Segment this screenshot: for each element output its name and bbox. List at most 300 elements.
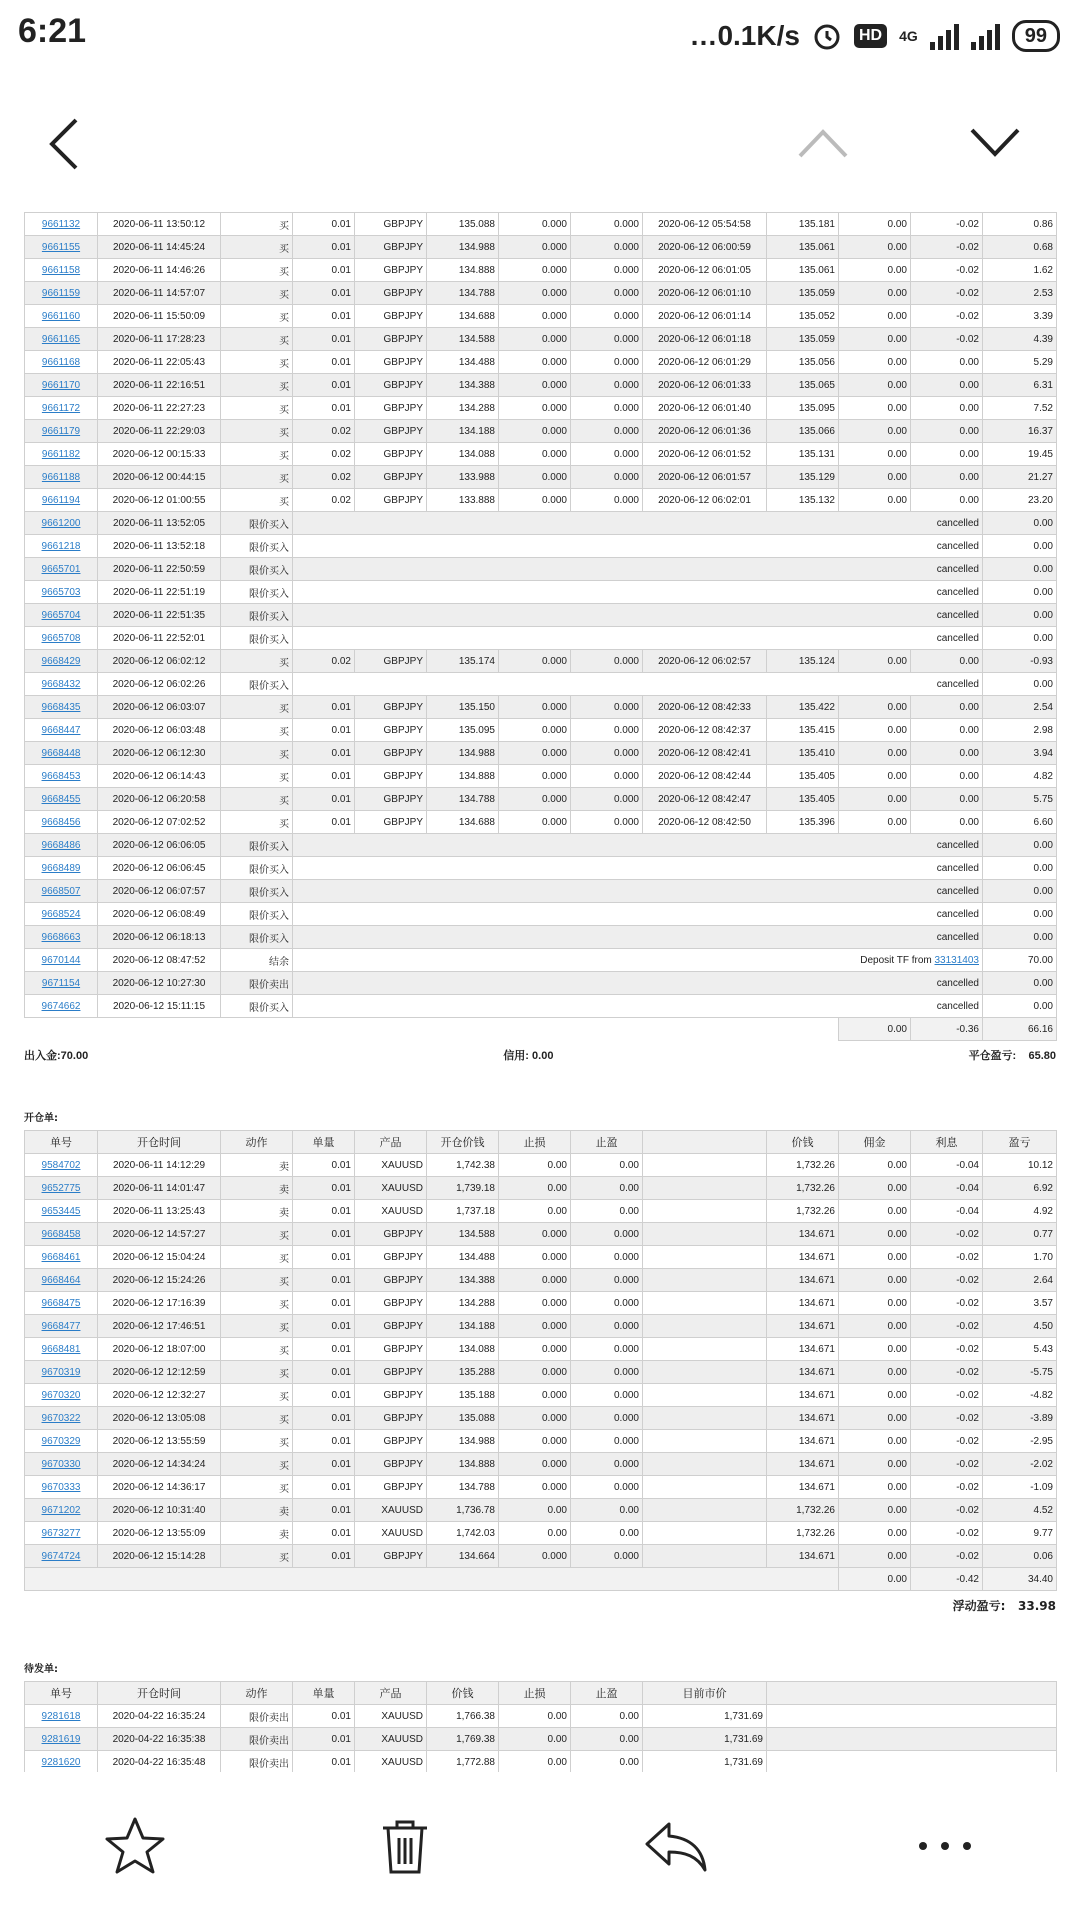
ticket-cell <box>25 811 98 834</box>
ticket-cell <box>25 1728 98 1751</box>
close-price-cell: 135.061 <box>767 259 839 282</box>
ticket-link[interactable]: 9665701 <box>41 563 81 575</box>
close-time-cell: 2020-06-12 06:01:29 <box>643 351 767 374</box>
ticket-cell <box>25 650 98 673</box>
table-row <box>25 650 1057 673</box>
ticket-link[interactable]: 9668475 <box>41 1297 81 1309</box>
column-header: 单量 <box>293 1682 355 1705</box>
table-row <box>25 1545 1057 1568</box>
ticket-link[interactable]: 9652775 <box>41 1182 81 1194</box>
ticket-link[interactable]: 9668435 <box>41 701 81 713</box>
volume-cell: 0.01 <box>293 1315 355 1338</box>
commission-cell: 0.00 <box>839 1292 911 1315</box>
profit-cell: 0.00 <box>983 995 1057 1018</box>
column-header: 动作 <box>221 1682 293 1705</box>
profit-cell: 6.92 <box>983 1177 1057 1200</box>
ticket-link[interactable]: 9281620 <box>41 1756 81 1768</box>
close-time-cell: 2020-06-12 06:01:57 <box>643 466 767 489</box>
ticket-link[interactable]: 9668448 <box>41 747 81 759</box>
price-cell: 1,769.38 <box>427 1728 499 1751</box>
table-row <box>25 1361 1057 1384</box>
open-price-cell: 1,737.18 <box>427 1200 499 1223</box>
swap-cell: 0.00 <box>911 489 983 512</box>
commission-cell: 0.00 <box>839 1338 911 1361</box>
action-cell: 限价买入 <box>221 512 293 535</box>
close-time-cell: 2020-06-12 08:42:33 <box>643 696 767 719</box>
table-row <box>25 673 1057 696</box>
ticket-cell <box>25 1177 98 1200</box>
account-link[interactable]: 33131403 <box>934 954 979 966</box>
blank-cell <box>643 1522 767 1545</box>
profit-cell: 0.00 <box>983 972 1057 995</box>
ticket-link[interactable]: 9668429 <box>41 655 81 667</box>
open-time-cell: 2020-06-12 08:47:52 <box>98 949 221 972</box>
action-cell: 买 <box>221 1430 293 1453</box>
sl-cell: 0.000 <box>499 742 571 765</box>
profit-cell: 0.00 <box>983 903 1057 926</box>
commission-cell: 0.00 <box>839 788 911 811</box>
volume-cell: 0.01 <box>293 1407 355 1430</box>
action-cell: 买 <box>221 788 293 811</box>
volume-cell: 0.01 <box>293 1453 355 1476</box>
volume-cell: 0.01 <box>293 1338 355 1361</box>
action-cell: 买 <box>221 282 293 305</box>
ticket-cell <box>25 1476 98 1499</box>
price-cell: 134.671 <box>767 1430 839 1453</box>
open-price-cell: 134.988 <box>427 1430 499 1453</box>
delete-button[interactable] <box>355 1796 455 1896</box>
status-cell: cancelled <box>293 972 983 995</box>
swap-cell: -0.02 <box>911 1430 983 1453</box>
sl-cell: 0.00 <box>499 1177 571 1200</box>
tp-cell: 0.00 <box>571 1705 643 1728</box>
ticket-link[interactable]: 9661194 <box>41 494 81 506</box>
table-row <box>25 1476 1057 1499</box>
swap-cell: 0.00 <box>911 696 983 719</box>
ticket-link[interactable]: 9661168 <box>41 356 81 368</box>
symbol-cell: XAUUSD <box>355 1705 427 1728</box>
close-price-cell: 135.124 <box>767 650 839 673</box>
sl-cell: 0.000 <box>499 374 571 397</box>
column-header: 动作 <box>221 1131 293 1154</box>
tp-cell: 0.000 <box>571 1246 643 1269</box>
total-profit: 34.40 <box>983 1568 1057 1591</box>
ticket-link[interactable]: 9665703 <box>41 586 81 598</box>
tp-cell: 0.00 <box>571 1499 643 1522</box>
open-time-cell: 2020-06-11 13:52:18 <box>98 535 221 558</box>
document-view[interactable] <box>0 212 1080 1772</box>
ticket-cell <box>25 742 98 765</box>
close-price-cell: 135.410 <box>767 742 839 765</box>
close-price-cell: 135.059 <box>767 282 839 305</box>
status-cell: cancelled <box>293 581 983 604</box>
ticket-link[interactable]: 9661158 <box>41 264 81 276</box>
ticket-link[interactable]: 9661188 <box>41 471 81 483</box>
sl-cell: 0.000 <box>499 305 571 328</box>
ticket-link[interactable]: 9661160 <box>41 310 81 322</box>
ticket-link[interactable]: 9653445 <box>41 1205 81 1217</box>
ticket-link[interactable]: 9665708 <box>41 632 81 644</box>
column-header: 价钱 <box>427 1682 499 1705</box>
action-cell: 买 <box>221 719 293 742</box>
table-row <box>25 880 1057 903</box>
ticket-cell <box>25 558 98 581</box>
volume-cell: 0.01 <box>293 696 355 719</box>
ticket-link[interactable]: 9661159 <box>41 287 81 299</box>
ticket-link[interactable]: 9670144 <box>41 954 81 966</box>
floating-pl-summary: 浮动盈亏: 33.98 <box>952 1599 1056 1613</box>
symbol-cell: GBPJPY <box>355 443 427 466</box>
open-price-cell: 135.095 <box>427 719 499 742</box>
pending-orders-title: 待发单: <box>24 1664 58 1675</box>
open-time-cell: 2020-06-11 13:50:12 <box>98 213 221 236</box>
ticket-link[interactable]: 9281619 <box>41 1733 81 1745</box>
swap-cell: 0.00 <box>911 719 983 742</box>
ticket-link[interactable]: 9665704 <box>41 609 81 621</box>
blank-cell <box>643 1384 767 1407</box>
open-time-cell: 2020-06-11 22:27:23 <box>98 397 221 420</box>
symbol-cell: GBPJPY <box>355 374 427 397</box>
price-cell: 134.671 <box>767 1269 839 1292</box>
ticket-cell <box>25 282 98 305</box>
open-price-cell: 134.788 <box>427 282 499 305</box>
reply-button[interactable] <box>625 1796 725 1896</box>
favorite-button[interactable] <box>85 1796 185 1896</box>
profit-cell: 4.39 <box>983 328 1057 351</box>
price-cell: 134.671 <box>767 1223 839 1246</box>
close-price-cell: 135.132 <box>767 489 839 512</box>
tp-cell: 0.000 <box>571 811 643 834</box>
price-cell: 134.671 <box>767 1384 839 1407</box>
commission-cell: 0.00 <box>839 443 911 466</box>
table-row <box>25 949 1057 972</box>
commission-cell: 0.00 <box>839 1246 911 1269</box>
volume-cell: 0.01 <box>293 719 355 742</box>
sl-cell: 0.00 <box>499 1200 571 1223</box>
ticket-link[interactable]: 9670319 <box>41 1366 81 1378</box>
action-cell: 买 <box>221 489 293 512</box>
ticket-link[interactable]: 9668455 <box>41 793 81 805</box>
ticket-link[interactable]: 9584702 <box>41 1159 81 1171</box>
column-header: 开仓价钱 <box>427 1131 499 1154</box>
close-price-cell: 135.052 <box>767 305 839 328</box>
ticket-link[interactable]: 9668489 <box>41 862 81 874</box>
open-time-cell: 2020-06-12 17:46:51 <box>98 1315 221 1338</box>
profit-cell: 10.12 <box>983 1154 1057 1177</box>
action-cell: 卖 <box>221 1499 293 1522</box>
ticket-link[interactable]: 9671202 <box>41 1504 81 1516</box>
ticket-link[interactable]: 9668453 <box>41 770 81 782</box>
table-row <box>25 1154 1057 1177</box>
close-time-cell: 2020-06-12 06:01:40 <box>643 397 767 420</box>
ticket-link[interactable]: 9661218 <box>41 540 81 552</box>
open-time-cell: 2020-06-11 22:50:59 <box>98 558 221 581</box>
ticket-cell <box>25 1154 98 1177</box>
open-price-cell: 134.088 <box>427 443 499 466</box>
table-header-row <box>25 1131 1057 1154</box>
column-header <box>643 1131 767 1154</box>
open-time-cell: 2020-06-12 15:11:15 <box>98 995 221 1018</box>
total-profit: 66.16 <box>983 1018 1057 1041</box>
swap-cell: -0.02 <box>911 259 983 282</box>
sl-cell: 0.00 <box>499 1751 571 1773</box>
hd-badge: HD <box>854 24 887 48</box>
sl-cell: 0.000 <box>499 1453 571 1476</box>
open-price-cell: 1,739.18 <box>427 1177 499 1200</box>
table-row <box>25 351 1057 374</box>
tp-cell: 0.000 <box>571 1453 643 1476</box>
ticket-cell <box>25 834 98 857</box>
action-cell: 买 <box>221 374 293 397</box>
status-cell: cancelled <box>293 834 983 857</box>
closed-pl-summary: 平仓盈亏: 65.80 <box>968 1050 1056 1062</box>
table-row <box>25 328 1057 351</box>
action-cell: 买 <box>221 696 293 719</box>
chevron-up-icon[interactable] <box>796 126 850 160</box>
pending-orders-table <box>24 1681 1057 1772</box>
tp-cell: 0.000 <box>571 374 643 397</box>
ticket-cell <box>25 880 98 903</box>
table-row <box>25 1384 1057 1407</box>
table-row <box>25 1430 1057 1453</box>
chevron-down-icon[interactable] <box>968 126 1022 160</box>
volume-cell: 0.01 <box>293 1200 355 1223</box>
action-cell: 买 <box>221 742 293 765</box>
profit-cell: 0.00 <box>983 926 1057 949</box>
swap-cell: -0.02 <box>911 305 983 328</box>
sl-cell: 0.000 <box>499 1292 571 1315</box>
table-row <box>25 374 1057 397</box>
status-cell: cancelled <box>293 926 983 949</box>
sl-cell: 0.000 <box>499 213 571 236</box>
symbol-cell: GBPJPY <box>355 1430 427 1453</box>
profit-cell: 0.00 <box>983 857 1057 880</box>
ticket-link[interactable]: 9661172 <box>41 402 81 414</box>
swap-cell: 0.00 <box>911 811 983 834</box>
sl-cell: 0.000 <box>499 811 571 834</box>
ticket-cell <box>25 512 98 535</box>
open-price-cell: 134.588 <box>427 328 499 351</box>
open-time-cell: 2020-06-11 13:52:05 <box>98 512 221 535</box>
ticket-link[interactable]: 9668447 <box>41 724 81 736</box>
back-arrow-icon[interactable] <box>44 116 84 172</box>
blank-cell <box>643 1361 767 1384</box>
ticket-link[interactable]: 9661132 <box>41 218 81 230</box>
symbol-cell: GBPJPY <box>355 765 427 788</box>
table-row <box>25 857 1057 880</box>
profit-cell: 0.00 <box>983 604 1057 627</box>
commission-cell: 0.00 <box>839 466 911 489</box>
commission-cell: 0.00 <box>839 1200 911 1223</box>
status-bar <box>0 0 1080 72</box>
open-time-cell: 2020-06-12 01:00:55 <box>98 489 221 512</box>
status-cell: cancelled <box>293 627 983 650</box>
ticket-cell <box>25 1430 98 1453</box>
market-price-cell: 1,731.69 <box>643 1728 767 1751</box>
volume-cell: 0.01 <box>293 742 355 765</box>
ticket-link[interactable]: 9668524 <box>41 908 81 920</box>
column-header: 目前市价 <box>643 1682 767 1705</box>
ticket-link[interactable]: 9661200 <box>41 517 81 529</box>
sl-cell: 0.000 <box>499 1361 571 1384</box>
profit-cell: 23.20 <box>983 489 1057 512</box>
swap-cell: -0.02 <box>911 282 983 305</box>
symbol-cell: GBPJPY <box>355 1292 427 1315</box>
open-time-cell: 2020-06-12 10:27:30 <box>98 972 221 995</box>
commission-cell: 0.00 <box>839 1154 911 1177</box>
close-time-cell: 2020-06-12 06:01:14 <box>643 305 767 328</box>
ticket-link[interactable]: 9668458 <box>41 1228 81 1240</box>
profit-cell: 21.27 <box>983 466 1057 489</box>
column-header <box>767 1682 1057 1705</box>
ticket-link[interactable]: 9673277 <box>41 1527 81 1539</box>
commission-cell: 0.00 <box>839 1476 911 1499</box>
price-cell: 134.671 <box>767 1476 839 1499</box>
table-row <box>25 213 1057 236</box>
ticket-link[interactable]: 9668456 <box>41 816 81 828</box>
ticket-link[interactable]: 9668432 <box>41 678 81 690</box>
table-row <box>25 972 1057 995</box>
open-price-cell: 134.388 <box>427 374 499 397</box>
ticket-cell <box>25 466 98 489</box>
column-header: 止损 <box>499 1682 571 1705</box>
tp-cell: 0.00 <box>571 1522 643 1545</box>
ticket-link[interactable]: 9670322 <box>41 1412 81 1424</box>
sl-cell: 0.000 <box>499 489 571 512</box>
swap-cell: 0.00 <box>911 765 983 788</box>
ticket-link[interactable]: 9668461 <box>41 1251 81 1263</box>
tp-cell: 0.00 <box>571 1751 643 1773</box>
sl-cell: 0.000 <box>499 1338 571 1361</box>
action-cell: 买 <box>221 1292 293 1315</box>
column-header: 盈亏 <box>983 1131 1057 1154</box>
table-row <box>25 719 1057 742</box>
ticket-link[interactable]: 9661179 <box>41 425 81 437</box>
ticket-link[interactable]: 9281618 <box>41 1710 81 1722</box>
ticket-cell <box>25 788 98 811</box>
open-time-cell: 2020-06-12 07:02:52 <box>98 811 221 834</box>
action-cell: 买 <box>221 466 293 489</box>
profit-cell: -3.89 <box>983 1407 1057 1430</box>
ticket-cell <box>25 1705 98 1728</box>
close-price-cell: 135.181 <box>767 213 839 236</box>
status-cell: cancelled <box>293 512 983 535</box>
column-header: 单号 <box>25 1682 98 1705</box>
ticket-link[interactable]: 9661170 <box>41 379 81 391</box>
ticket-link[interactable]: 9670329 <box>41 1435 81 1447</box>
swap-cell: -0.04 <box>911 1177 983 1200</box>
open-time-cell: 2020-06-12 06:02:12 <box>98 650 221 673</box>
more-button[interactable] <box>895 1796 995 1896</box>
action-cell: 买 <box>221 765 293 788</box>
volume-cell: 0.01 <box>293 1522 355 1545</box>
swap-cell: 0.00 <box>911 397 983 420</box>
ticket-cell <box>25 995 98 1018</box>
volume-cell: 0.01 <box>293 1292 355 1315</box>
symbol-cell: GBPJPY <box>355 1315 427 1338</box>
table-row <box>25 1499 1057 1522</box>
volume-cell: 0.01 <box>293 213 355 236</box>
profit-cell: 0.00 <box>983 880 1057 903</box>
symbol-cell: GBPJPY <box>355 1338 427 1361</box>
ticket-link[interactable]: 9668481 <box>41 1343 81 1355</box>
tp-cell: 0.000 <box>571 1315 643 1338</box>
commission-cell: 0.00 <box>839 1269 911 1292</box>
action-cell: 买 <box>221 1315 293 1338</box>
ticket-link[interactable]: 9661155 <box>41 241 81 253</box>
symbol-cell: GBPJPY <box>355 489 427 512</box>
ticket-link[interactable]: 9668507 <box>41 885 81 897</box>
swap-cell: -0.02 <box>911 328 983 351</box>
action-cell: 买 <box>221 1476 293 1499</box>
deposit-summary: 出入金:70.00 <box>24 1050 89 1062</box>
close-price-cell: 135.065 <box>767 374 839 397</box>
ticket-cell <box>25 1315 98 1338</box>
volume-cell: 0.01 <box>293 788 355 811</box>
ticket-link[interactable]: 9668663 <box>41 931 81 943</box>
swap-cell: -0.02 <box>911 1246 983 1269</box>
action-cell: 买 <box>221 1338 293 1361</box>
table-row <box>25 282 1057 305</box>
symbol-cell: XAUUSD <box>355 1728 427 1751</box>
ticket-link[interactable]: 9668477 <box>41 1320 81 1332</box>
ticket-link[interactable]: 9671154 <box>41 977 81 989</box>
price-cell: 134.671 <box>767 1315 839 1338</box>
ticket-link[interactable]: 9674724 <box>41 1550 81 1562</box>
status-cell: cancelled <box>293 558 983 581</box>
profit-cell: 3.57 <box>983 1292 1057 1315</box>
profit-cell: 0.86 <box>983 213 1057 236</box>
ticket-link[interactable]: 9668464 <box>41 1274 81 1286</box>
profit-cell: 0.00 <box>983 673 1057 696</box>
volume-cell: 0.01 <box>293 282 355 305</box>
symbol-cell: GBPJPY <box>355 1384 427 1407</box>
swap-cell: -0.04 <box>911 1200 983 1223</box>
action-cell: 买 <box>221 443 293 466</box>
ticket-cell <box>25 1269 98 1292</box>
ticket-link[interactable]: 9668486 <box>41 839 81 851</box>
status-cell: cancelled <box>293 903 983 926</box>
ticket-link[interactable]: 9674662 <box>41 1000 81 1012</box>
swap-cell: 0.00 <box>911 420 983 443</box>
blank-cell <box>643 1292 767 1315</box>
commission-cell: 0.00 <box>839 1361 911 1384</box>
ticket-link[interactable]: 9661165 <box>41 333 81 345</box>
action-cell: 买 <box>221 1384 293 1407</box>
action-cell: 限价卖出 <box>221 972 293 995</box>
swap-cell: -0.02 <box>911 236 983 259</box>
action-cell: 买 <box>221 259 293 282</box>
ticket-cell <box>25 673 98 696</box>
symbol-cell: GBPJPY <box>355 1269 427 1292</box>
ticket-link[interactable]: 9670333 <box>41 1481 81 1493</box>
swap-cell: -0.02 <box>911 1361 983 1384</box>
tp-cell: 0.000 <box>571 1338 643 1361</box>
tp-cell: 0.000 <box>571 282 643 305</box>
table-row <box>25 581 1057 604</box>
ticket-link[interactable]: 9670320 <box>41 1389 81 1401</box>
commission-cell: 0.00 <box>839 1177 911 1200</box>
action-cell: 结余 <box>221 949 293 972</box>
ticket-link[interactable]: 9670330 <box>41 1458 81 1470</box>
tp-cell: 0.000 <box>571 213 643 236</box>
blank-cell <box>643 1223 767 1246</box>
commission-cell: 0.00 <box>839 696 911 719</box>
ticket-link[interactable]: 9661182 <box>41 448 81 460</box>
profit-cell: 0.00 <box>983 512 1057 535</box>
blank-cell <box>643 1246 767 1269</box>
sl-cell: 0.000 <box>499 1269 571 1292</box>
